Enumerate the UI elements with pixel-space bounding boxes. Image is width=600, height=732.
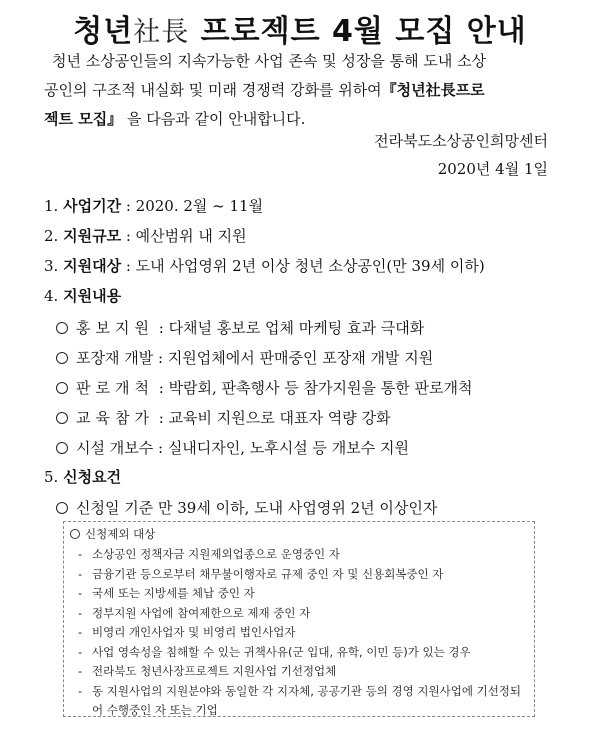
support-item-desc: 지원업체에서 판매중인 포장재 개발 지원 [167, 349, 434, 367]
section-heading: 사업기간 [63, 197, 122, 215]
page-title [0, 6, 600, 50]
section-value: 2020. 2월 ~ 11월 [135, 197, 264, 215]
circle-bullet-icon [56, 352, 68, 364]
dash-bullet-icon: - [78, 605, 83, 620]
support-item-label: 시설 개보수 [76, 439, 154, 457]
section-number: 2. [44, 227, 59, 245]
circle-bullet-icon [56, 442, 68, 454]
exclusion-item-text: 정부지원 사업에 참여제한으로 제재 중인 자 [92, 605, 311, 620]
section-support-content [44, 286, 121, 306]
circle-bullet-icon [56, 382, 68, 394]
section-business-period [44, 196, 263, 216]
support-item-market-development: 판로개척 : 박람회, 판촉행사 등 참가지원을 통한 판로개척 [56, 378, 472, 398]
section-support-scale [44, 226, 247, 246]
section-eligibility [44, 256, 485, 276]
title-part1: 청년 [73, 14, 134, 49]
section-separator: : [121, 257, 136, 275]
program-name-emphasis-2: 젝트 모집』 [44, 110, 123, 128]
support-item-desc: 박람회, 판촉행사 등 참가지원을 통한 판로개척 [168, 379, 473, 397]
section-heading: 지원규모 [63, 227, 122, 245]
dash-bullet-icon: - [78, 566, 83, 581]
support-item-label: 교육참가 [76, 409, 154, 427]
exclusion-item-text: 금융기관 등으로부터 채무불이행자로 규제 중인 자 및 신용회복중인 자 [92, 566, 444, 581]
program-name-emphasis-1: 『청년社長프로 [381, 81, 485, 99]
exclusion-heading-text: 신청제외 대상 [85, 527, 156, 541]
exclusion-item-text: 전라북도 청년사장프로젝트 지원사업 기선정업체 [92, 664, 337, 678]
exclusion-item-text: 소상공인 정책자금 지원제외업종으로 운영중인 자 [92, 547, 340, 561]
intro-line-3-text: 을 다음과 같이 안내합니다. [126, 110, 306, 128]
support-item-desc: 실내디자인, 노후시설 등 개보수 지원 [167, 439, 410, 457]
circle-bullet-icon [70, 529, 80, 539]
support-item-education: 교육참가 : 교육비 지원으로 대표자 역량 강화 [56, 408, 391, 428]
dash-bullet-icon: - [78, 664, 83, 678]
dash-bullet-icon: - [78, 644, 83, 659]
exclusion-item [78, 545, 530, 565]
exclusion-heading [70, 526, 155, 542]
section-heading: 지원대상 [63, 257, 122, 275]
dash-bullet-icon: - [78, 683, 83, 698]
section-value: 예산범위 내 지원 [135, 227, 247, 245]
exclusion-item [78, 662, 530, 682]
exclusion-item-text: 국세 또는 지방세를 체납 중인 자 [92, 586, 255, 600]
section-heading: 신청요건 [63, 468, 122, 486]
intro-paragraph [44, 47, 559, 134]
support-item-desc: 교육비 지원으로 대표자 역량 강화 [168, 409, 391, 427]
circle-bullet-icon [56, 412, 68, 424]
section-value: 도내 사업영위 2년 이상 청년 소상공인(만 39세 이하) [135, 257, 485, 275]
support-item-label: 판로개척 [76, 379, 154, 397]
exclusion-item [78, 682, 530, 721]
dash-bullet-icon: - [78, 547, 83, 561]
title-part2: 프로젝트 4월 모집 안내 [189, 14, 527, 49]
title-hanja: 社長 [133, 17, 190, 48]
exclusion-item [78, 623, 530, 643]
section-heading: 지원내용 [63, 287, 122, 305]
section-separator: : [121, 197, 136, 215]
intro-line-2 [44, 76, 559, 105]
support-item-facility-renovation: 시설 개보수 : 실내디자인, 노후시설 등 개보수 지원 [56, 438, 409, 458]
intro-line-1: 청년 소상공인들의 지속가능한 사업 존속 및 성장을 통해 도내 소상 [52, 52, 487, 70]
circle-bullet-icon [56, 322, 68, 334]
exclusion-item [78, 604, 530, 624]
exclusion-item-text: 동 지원사업의 지원분야와 동일한 각 지자체, 공공기관 등의 경영 지원사업에 기선정되어 수행중인 자 또는 기업 [92, 683, 522, 717]
section-application-requirements [44, 467, 121, 487]
issuing-organization: 전라북도소상공인희망센터 [374, 132, 548, 150]
exclusion-item [78, 643, 530, 663]
support-item-promotion: 홍보지원 : 다채널 홍보로 업체 마케팅 효과 극대화 [56, 318, 424, 338]
support-item-label: 포장재 개발 [76, 349, 154, 367]
exclusion-item-text: 사업 영속성을 침해할 수 있는 귀책사유(군 입대, 유학, 이민 등)가 있는 경우 [92, 644, 471, 659]
requirement-text: 신청일 기준 만 39세 이하, 도내 사업영위 2년 이상인자 [76, 499, 438, 517]
section-separator: : [121, 227, 136, 245]
intro-line-2-text: 공인의 구조적 내실화 및 미래 경쟁력 강화를 위하여 [44, 81, 382, 99]
section-number: 4. [44, 287, 59, 305]
dash-bullet-icon: - [78, 586, 83, 600]
support-item-desc: 다채널 홍보로 업체 마케팅 효과 극대화 [168, 319, 425, 337]
exclusion-item-text: 비영리 개인사업자 및 비영리 법인사업자 [92, 625, 296, 639]
circle-bullet-icon [56, 502, 68, 514]
section-number: 3. [44, 257, 59, 275]
section-number: 5. [44, 468, 59, 486]
exclusion-list [78, 545, 530, 721]
requirement-item [56, 498, 437, 518]
support-item-packaging: 포장재 개발 : 지원업체에서 판매중인 포장재 개발 지원 [56, 348, 433, 368]
issue-date: 2020년 4월 1일 [437, 160, 548, 178]
exclusion-item [78, 584, 530, 604]
support-item-label: 홍보지원 [76, 319, 154, 337]
exclusion-box [63, 521, 535, 717]
dash-bullet-icon: - [78, 625, 83, 639]
section-number: 1. [44, 197, 59, 215]
exclusion-item [78, 565, 530, 585]
